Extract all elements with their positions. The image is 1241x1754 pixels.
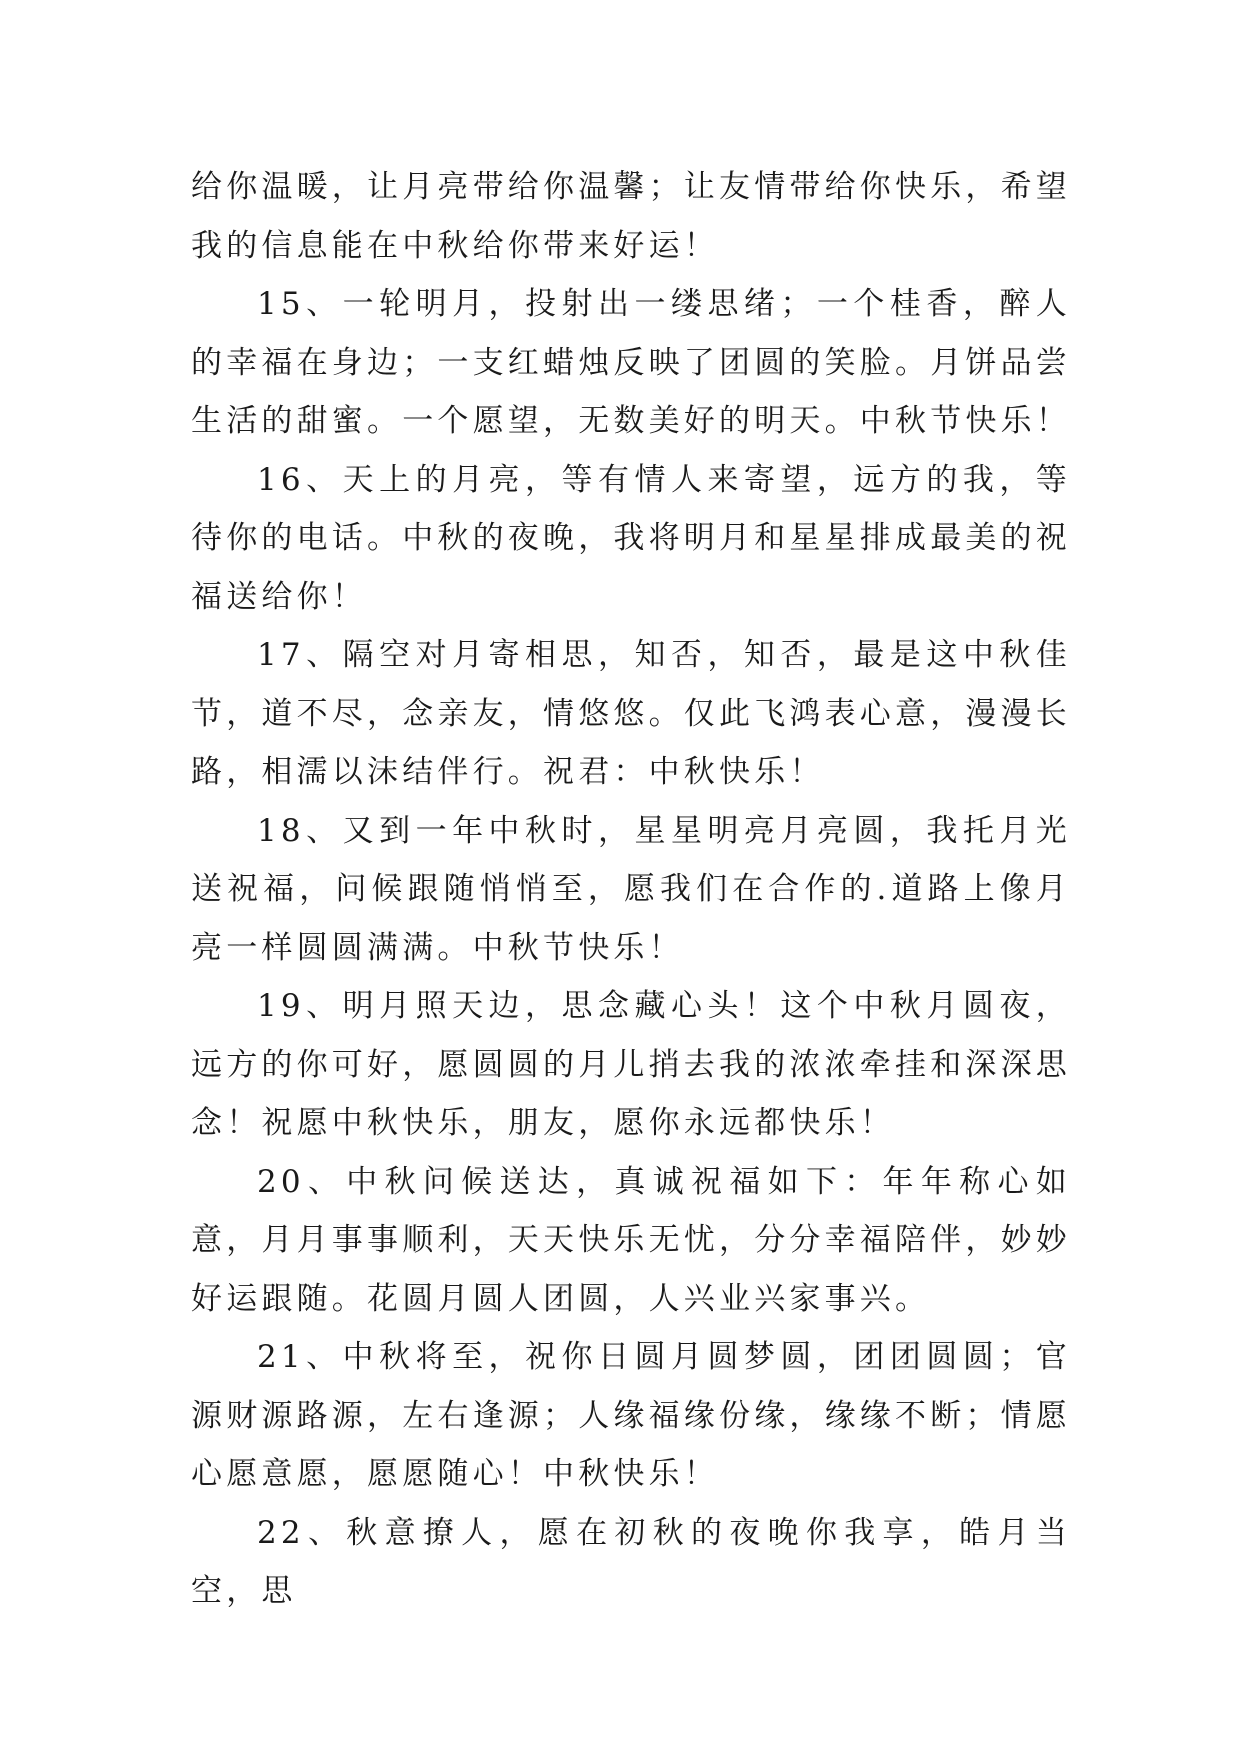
paragraph-18: 18、又到一年中秋时，星星明亮月亮圆，我托月光送祝福，问候跟随悄悄至，愿我们在合作的.道路上像月亮一样圆圆满满。中秋节快乐！: [191, 812, 1071, 966]
paragraph-15: 15、一轮明月，投射出一缕思绪；一个桂香，醉人的幸福在身边；一支红蜡烛反映了团圆的笑脸。月饼品尝生活的甜蜜。一个愿望，无数美好的明天。中秋节快乐！: [191, 286, 1071, 439]
paragraph-19: 19、明月照天边，思念藏心头！这个中秋月圆夜，远方的你可好，愿圆圆的月儿捎去我的浓浓牵挂和深深思念！祝愿中秋快乐，朋友，愿你永远都快乐！: [191, 988, 1071, 1141]
paragraph-continued: 给你温暖，让月亮带给你温馨；让友情带给你快乐，希望我的信息能在中秋给你带来好运！: [191, 169, 1071, 264]
paragraph-22: 22、秋意撩人，愿在初秋的夜晚你我享，皓月当空，思: [191, 1514, 1071, 1609]
paragraph-21: 21、中秋将至，祝你日圆月圆梦圆，团团圆圆；官源财源路源，左右逢源；人缘福缘份缘，缘缘不断；情愿心愿意愿，愿愿随心！中秋快乐！: [191, 1339, 1071, 1492]
document-body: [191, 158, 1071, 1621]
paragraph-17: 17、隔空对月寄相思，知否，知否，最是这中秋佳节，道不尽，念亲友，情悠悠。仅此飞鸿表心意，漫漫长路，相濡以沫结伴行。祝君：中秋快乐！: [191, 637, 1071, 790]
paragraph-16: 16、天上的月亮，等有情人来寄望，远方的我，等待你的电话。中秋的夜晚，我将明月和星星排成最美的祝福送给你！: [191, 461, 1071, 615]
paragraph-20: 20、中秋问候送达，真诚祝福如下：年年称心如意，月月事事顺利，天天快乐无忧，分分幸福陪伴，妙妙好运跟随。花圆月圆人团圆，人兴业兴家事兴。: [191, 1163, 1071, 1317]
